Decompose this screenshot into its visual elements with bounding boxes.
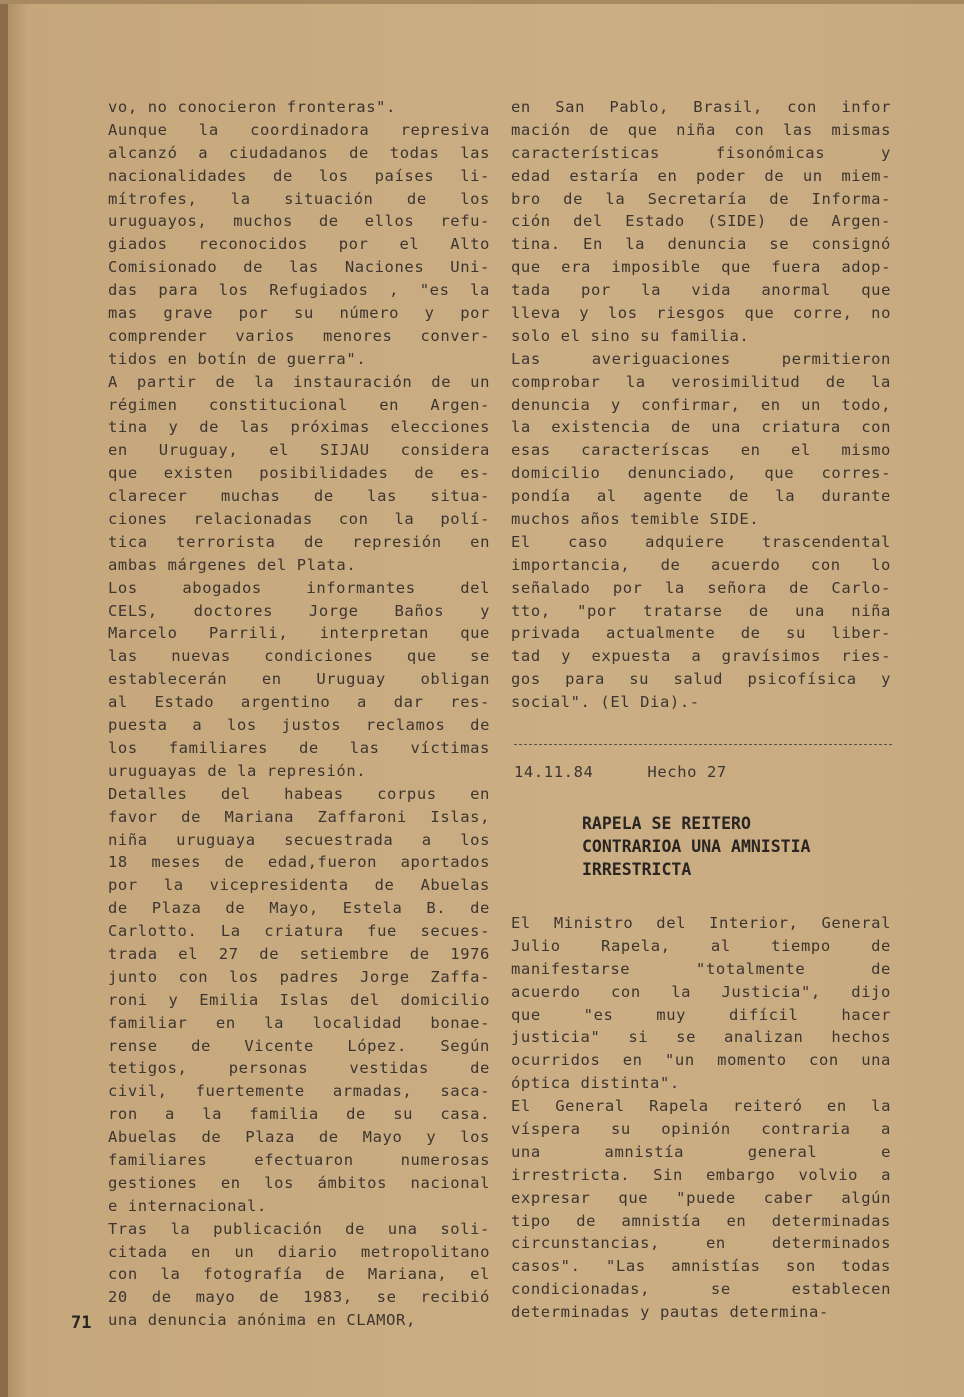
text-line: con la fotografía de Mariana, el (108, 1265, 490, 1284)
text-line: lleva y los riesgos que corre, no (511, 304, 891, 323)
text-line: circunstancias, en determinados (511, 1234, 891, 1253)
text-line: la existencia de una criatura con (511, 418, 891, 437)
text-line: los familiares de las víctimas (108, 738, 490, 757)
text-line: esas caracteríscas en el mismo (511, 441, 891, 460)
text-line: tina y de las próximas elecciones (108, 418, 490, 437)
text-line: giados reconocidos por el Alto (108, 235, 490, 254)
paragraph (511, 348, 891, 531)
entry-meta (514, 763, 771, 781)
headline-line: CONTRARIOA UNA AMNISTIA (582, 837, 811, 856)
paragraph (511, 531, 891, 714)
text-line: vo, no conocieron fronteras". (108, 98, 397, 116)
text-line: mación de que niña con las mismas (511, 120, 891, 139)
text-line: por la vicepresidenta de Abuelas (108, 876, 490, 895)
text-line: mítrofes, la situación de los (108, 189, 490, 208)
text-line: Los abogados informantes del (108, 578, 490, 597)
text-line: al Estado argentino a dar res- (108, 693, 490, 712)
text-line: Detalles del habeas corpus en (108, 784, 490, 803)
text-line: justicia" si se analizan hechos (511, 1028, 891, 1047)
text-line: las nuevas condiciones que se (108, 647, 490, 666)
text-line: gestiones en los ámbitos nacional (108, 1173, 490, 1192)
text-line: El General Rapela reiteró en la (511, 1097, 891, 1116)
text-line: irrestricta. Sin embargo volvio a (511, 1165, 891, 1184)
text-line: e internacional. (108, 1196, 267, 1215)
text-line: Carlotto. La criatura fue secues- (108, 922, 490, 941)
text-line: favor de Mariana Zaffaroni Islas, (108, 807, 490, 826)
text-line: que era imposible que fuera adop- (511, 258, 891, 277)
page-top-edge (0, 0, 964, 4)
text-line: rense de Vicente López. Según (108, 1036, 490, 1055)
text-line: tica terrorista de represión en (108, 532, 490, 551)
text-line: Aunque la coordinadora represiva (108, 120, 490, 139)
text-line: importancia, de acuerdo con lo (511, 555, 891, 574)
text-line: condicionadas, se establecen (511, 1280, 891, 1299)
text-line: solo el sino su familia. (511, 326, 750, 345)
text-line: familiares efectuaron numerosas (108, 1150, 490, 1169)
text-line: Las averiguaciones permitieron (511, 349, 891, 368)
headline (582, 812, 810, 881)
text-line: tetigos, personas vestidas de (108, 1059, 490, 1078)
text-line: características fisonómicas y (511, 143, 891, 162)
text-line: social". (El Dia).- (511, 693, 700, 712)
text-line: comprobar la verosimilitud de la (511, 372, 891, 391)
text-line: El Ministro del Interior, General (511, 914, 891, 932)
text-line: ción del Estado (SIDE) de Argen- (511, 212, 891, 231)
text-line: casos". "Las amnistías son todas (511, 1257, 891, 1276)
text-line: Tras la publicación de una soli- (108, 1219, 490, 1238)
paragraph (108, 96, 490, 119)
text-line: edad estaría en poder de un miem- (511, 166, 891, 185)
right-column-bottom (511, 912, 891, 1324)
text-line: determinadas y pautas determina- (511, 1303, 829, 1322)
text-line: señalado por la señora de Carlo- (511, 578, 891, 597)
text-line: en Uruguay, el SIJAU considera (108, 441, 490, 460)
text-line: familiar en la localidad bonae- (108, 1013, 490, 1032)
text-line: que existen posibilidades de es- (108, 464, 490, 483)
text-line: ambas márgenes del Plata. (108, 555, 357, 574)
headline-line: RAPELA SE REITERO (582, 814, 751, 833)
text-line: civil, fuertemente armadas, saca- (108, 1082, 490, 1101)
text-line: que "es muy difícil hacer (511, 1005, 891, 1024)
text-line: óptica distinta". (511, 1074, 680, 1093)
section-divider (514, 744, 892, 745)
text-line: ciones relacionadas con la polí- (108, 510, 490, 529)
text-line: acuerdo con la Justicia", dijo (511, 982, 891, 1001)
text-line: de Plaza de Mayo, Estela B. de (108, 899, 490, 918)
text-line: clarecer muchas de las situa- (108, 487, 490, 506)
paragraph (511, 1095, 891, 1324)
text-line: tipo de amnistía en determinadas (511, 1211, 891, 1230)
text-line: roni y Emilia Islas del domicilio (108, 990, 490, 1009)
paragraph (108, 119, 490, 371)
text-line: una denuncia anónima en CLAMOR, (108, 1311, 416, 1330)
text-line: El caso adquiere trascendental (511, 532, 891, 551)
text-line: bro de la Secretaría de Informa- (511, 189, 891, 208)
text-line: nacionalidades de los países li- (108, 166, 490, 185)
text-line: mas grave por su número y por (108, 304, 490, 323)
text-line: expresar que "puede caber algún (511, 1188, 891, 1207)
paragraph (108, 577, 490, 783)
text-line: régimen constitucional en Argen- (108, 395, 490, 414)
text-line: trada el 27 de setiembre de 1976 (108, 944, 490, 963)
text-line: denuncia y confirmar, en un todo, (511, 395, 891, 414)
text-line: gos para su salud psicofísica y (511, 670, 891, 689)
paragraph (108, 1218, 490, 1332)
headline-line: IRRESTRICTA (582, 860, 692, 879)
text-line: puesta a los justos reclamos de (108, 716, 490, 735)
text-line: pondía al agente de la durante (511, 487, 891, 506)
page-number: 71 (71, 1313, 92, 1333)
text-line: citada en un diario metropolitano (108, 1242, 490, 1261)
entry-date: 14.11.84 (514, 763, 594, 781)
text-line: tto, "por tratarse de una niña (511, 601, 891, 620)
text-line: tad y expuesta a gravísimos ries- (511, 647, 891, 666)
text-line: establecerán en Uruguay obligan (108, 670, 490, 689)
text-line: uruguayas de la represión. (108, 761, 367, 780)
text-line: uruguayos, muchos de ellos refu- (108, 212, 490, 231)
paragraph (108, 371, 490, 577)
text-line: Julio Rapela, al tiempo de (511, 936, 891, 955)
text-line: junto con los padres Jorge Zaffa- (108, 967, 490, 986)
text-line: CELS, doctores Jorge Baños y (108, 601, 490, 620)
text-line: manifestarse "totalmente de (511, 959, 891, 978)
text-line: Comisionado de las Naciones Uni- (108, 258, 490, 277)
text-line: niña uruguaya secuestrada a los (108, 830, 490, 849)
paragraph (511, 96, 891, 348)
text-line: privada actualmente de su liber- (511, 624, 891, 643)
paragraph (511, 912, 891, 1095)
paragraph (108, 783, 490, 1218)
right-column-top (511, 96, 891, 714)
text-line: tidos en botín de guerra". (108, 349, 367, 368)
text-line: muchos años temible SIDE. (511, 510, 760, 529)
text-line: Marcelo Parrili, interpretan que (108, 624, 490, 643)
text-line: alcanzó a ciudadanos de todas las (108, 143, 490, 162)
text-line: una amnistía general e (511, 1142, 891, 1161)
page-binding-edge (0, 0, 8, 1397)
text-line: en San Pablo, Brasil, con infor (511, 98, 891, 116)
text-line: víspera su opinión contraria a (511, 1120, 891, 1139)
text-line: ron a la familia de su casa. (108, 1105, 490, 1124)
text-line: Abuelas de Plaza de Mayo y los (108, 1128, 490, 1147)
text-line: comprender varios menores conver- (108, 326, 490, 345)
text-line: 18 meses de edad,fueron aportados (108, 853, 490, 872)
left-column (108, 96, 490, 1332)
text-line: tada por la vida anormal que (511, 281, 891, 300)
text-line: 20 de mayo de 1983, se recibió (108, 1288, 490, 1307)
text-line: ocurridos en "un momento con una (511, 1051, 891, 1070)
entry-label: Hecho 27 (647, 763, 727, 781)
text-line: domicilio denunciado, que corres- (511, 464, 891, 483)
text-line: das para los Refugiados , "es la (108, 281, 490, 300)
text-line: tina. En la denuncia se consignó (511, 235, 891, 254)
text-line: A partir de la instauración de un (108, 372, 490, 391)
